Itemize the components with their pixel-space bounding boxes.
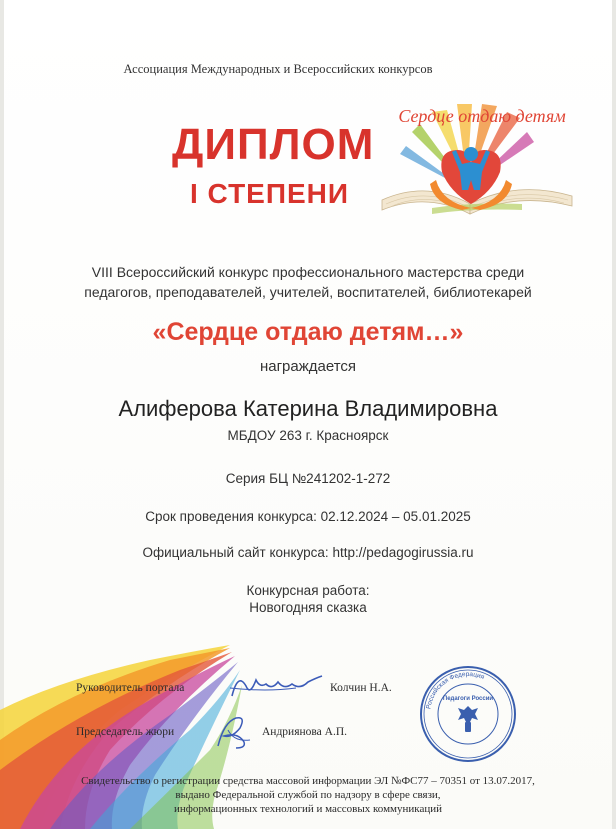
recipient-organization: МБДОУ 263 г. Красноярск [227,428,389,443]
jury-signature [210,712,258,752]
diploma-series: Серия БЦ №241202-1-272 [225,471,391,486]
contest-line-2: педагогов, преподавателей, учителей, воспитателей, библиотекарей [84,284,532,300]
awarded-text: награждается [259,358,357,375]
association-name: Ассоциация Международных и Всероссийских конкурсов [123,62,433,76]
footer-line-1: Свидетельство о регистрации средства массовой информации ЭЛ №ФС77 – 70351 от 13.07.2017, [81,775,535,787]
footer-line-3: информационных технологий и массовых коммуникаций [174,803,442,815]
work-label: Конкурсная работа: [246,583,370,598]
contest-line-1: VIII Всероссийский конкурс профессионального мастерства среди [91,264,525,280]
official-seal [418,664,518,764]
footer-line-2: выдано Федеральной службой по надзору в сфере связи, [175,789,441,801]
work-title: Новогодняя сказка [249,600,367,615]
diploma-title: ДИПЛОМ [172,120,375,169]
diploma-degree: I СТЕПЕНИ [190,178,350,209]
head-role: Руководитель портала [76,682,185,694]
eagle-emblem-icon [458,706,478,732]
head-signature [226,668,326,702]
contest-name: «Сердце отдаю детям…» [152,318,464,346]
contest-website: Официальный сайт конкурса: http://pedagogirussia.ru [142,545,474,560]
contest-period: Срок проведения конкурса: 02.12.2024 – 05.01.2025 [145,509,471,524]
seal-ring-text: Российская Федерация [425,670,486,710]
jury-role: Председатель жюри [76,726,175,738]
logo-text: Сердце отдаю детям [398,106,566,126]
recipient-name: Алиферова Катерина Владимировна [118,396,498,421]
svg-text:Российская Федерация [425,671,485,710]
contest-logo [372,92,584,232]
seal-top-text: Педагоги России [442,696,494,702]
jury-name: Андриянова А.П. [262,726,348,738]
contest-description [0,262,616,302]
head-name: Колчин Н.А. [330,682,392,694]
